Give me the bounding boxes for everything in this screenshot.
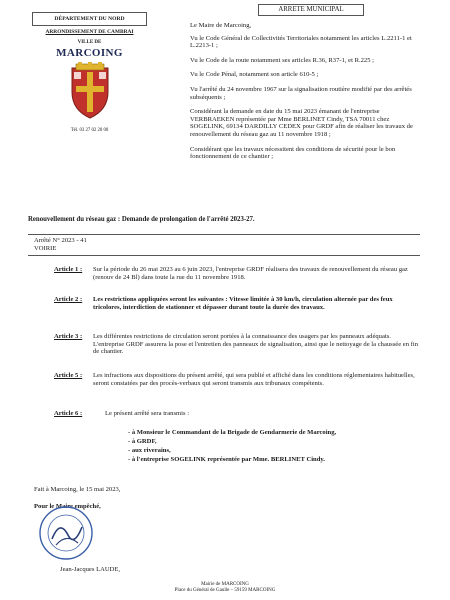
article-5-label: Article 5 : [54, 372, 83, 379]
recipient-item: - à l'entreprise SOGELINK représentée par Mme. BERLINET Cindy. [128, 456, 325, 463]
article-3-text: Les différentes restrictions de circulation seront portées à la connaissance des usagers par les panneaux adéquats. L'entreprise GRDF assurera la pose et l'entretien des panneaux de signalisation, ainsi que le nettoyage de la chaussée en fin de chantier. [93, 333, 418, 356]
footer [0, 582, 450, 594]
article-5-text: Les infractions aux dispositions du présent arrêté, qui sera publié et affiché dans les conditions réglementaires habituelles, seront constatées par des procès-verbaux qui seront transmis aux tribunaux compétents. [93, 372, 415, 387]
recipients-list [128, 428, 336, 464]
footer-line-1: Mairie de MARCOING [201, 582, 249, 587]
subject-line: Renouvellement du réseau gaz : Demande de prolongation de l'arrêté 2023-27. [28, 216, 255, 223]
preamble-code-penal: Vu le Code Pénal, notamment son article 610-5 ; [190, 71, 319, 79]
municipal-header [32, 12, 147, 133]
recipient-item: - à Monsieur le Commandant de la Brigade de Gendarmerie de Marcoing, [128, 429, 337, 436]
preamble-mayor: Le Maire de Marcoing, [190, 22, 252, 29]
recipient-item: - aux riverains, [128, 447, 171, 454]
town-crest-icon [66, 62, 114, 120]
place-date: Fait à Marcoing, le 15 mai 2023, [34, 486, 121, 493]
arrete-number: Arrêté N° 2023 - 41 [34, 237, 87, 244]
departement-label: DÉPARTEMENT DU NORD [54, 16, 125, 22]
preamble [190, 22, 422, 161]
preamble-cgct: Vu le Code Général de Collectivités Territoriales notamment les articles L.2211-1 et L.2213-1 ; [190, 34, 412, 50]
mairie-stamp-icon [38, 505, 94, 561]
signatory-name: Jean-Jacques LAUDE, [60, 566, 121, 573]
town-phone: Tél. 03 27 02 20 00 [70, 127, 109, 133]
separator-bottom [28, 255, 420, 256]
article-1-label: Article 1 : [54, 266, 83, 273]
article-1-text: Sur la période du 26 mai 2023 au 6 juin 2023, l'entreprise GRDF réalisera des travaux de renouvellement du réseau gaz (renouv de 24 Bl) dans toute la rue du 11 novembre 1918. [93, 266, 408, 281]
service-label: VOIRIE [34, 245, 57, 252]
article-3-label: Article 3 : [54, 333, 83, 340]
article-6-label: Article 6 : [54, 410, 83, 417]
recipient-item: - à GRDF, [128, 438, 157, 445]
article-2-text: Les restrictions appliquées seront les suivantes : Vitesse limitée à 30 km/h, circulation alternée par des feux tricolores, interdiction de stationner et dépasser durant toute la durée des travaux. [93, 296, 393, 311]
for-mayor: Pour le Maire empêché, [34, 503, 101, 510]
preamble-securite: Considérant que les travaux nécessitent des conditions de sécurité pour le bon fonctionnement de ce chantier ; [190, 145, 396, 161]
preamble-signalisation: Vu l'arrêté du 24 novembre 1967 sur la signalisation routière modifié par des arrêtés subséquents ; [190, 85, 412, 101]
departement-box [32, 12, 147, 26]
arrondissement-label: ARRONDISSEMENT DE CAMBRAI [45, 29, 134, 36]
article-2-label: Article 2 : [54, 296, 83, 303]
town-name: MARCOING [56, 46, 123, 59]
preamble-demande: Considérant la demande en date du 15 mai 2023 émanant de l'entreprise VERBRAEKEN représentée par Mme BERLINET Cindy, TSA 70011 chez SOGELINK, 69134 DARDILLY CEDEX pour GRDF afin de réaliser les travaux de renouvellement du réseau gaz au 11 novembre 1918 ; [190, 108, 413, 138]
preamble-code-route: Vu le Code de la route notamment ses articles R.36, R37-1, et R.225 ; [190, 56, 375, 64]
footer-line-2: Place du Général de Gaulle – 59159 MARCOING [174, 588, 276, 593]
separator-top [28, 234, 420, 235]
arrete-title: ARRETE MUNICIPAL [258, 4, 364, 16]
article-6-text: Le présent arrêté sera transmis : [105, 410, 190, 417]
ville-label: VILLE DE [77, 40, 102, 46]
